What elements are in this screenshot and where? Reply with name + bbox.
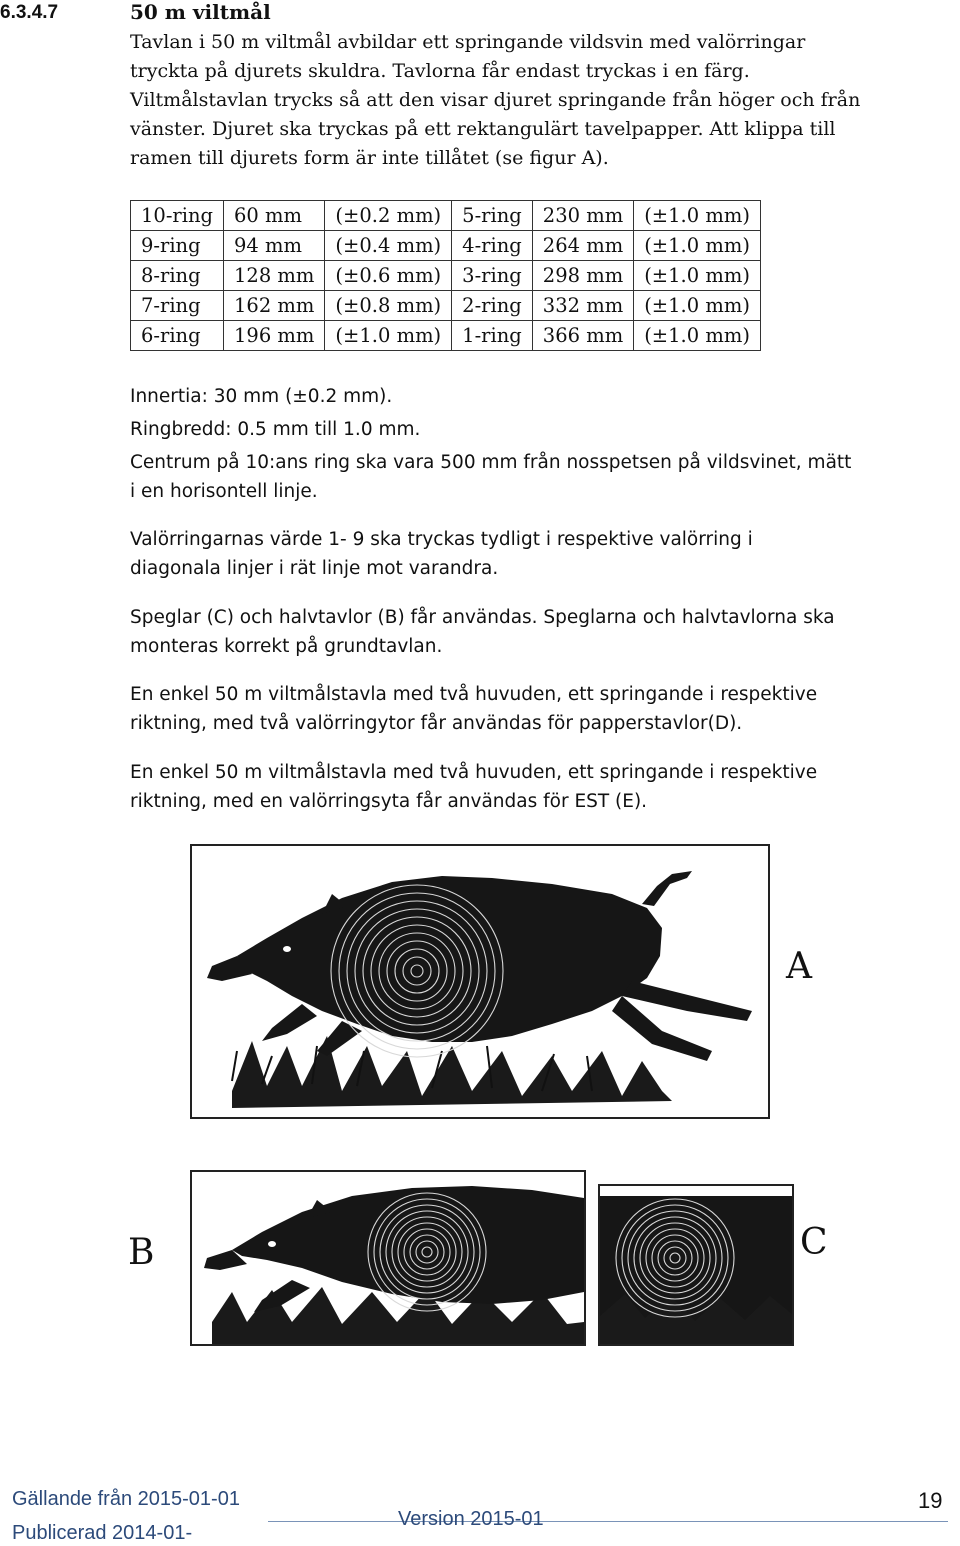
footer-valid-from: Gällande från 2015-01-01: [12, 1488, 240, 1510]
intro-line: vänster. Djuret ska tryckas på ett rektangulärt tavelpapper. Att klippa till: [130, 118, 836, 140]
table-cell: (±0.6 mm): [325, 261, 452, 291]
table-cell: (±0.8 mm): [325, 291, 452, 321]
table-cell: 7-ring: [131, 291, 224, 321]
table-row: [131, 261, 761, 291]
centrum-spec: [130, 448, 950, 506]
table-cell: (±1.0 mm): [634, 321, 761, 351]
figure-a-label: A: [786, 946, 812, 987]
wild-boar-icon: [192, 846, 768, 1117]
table-cell: 9-ring: [131, 231, 224, 261]
table-cell: 3-ring: [452, 261, 533, 291]
table-cell: 2-ring: [452, 291, 533, 321]
figure-c-label: C: [800, 1222, 828, 1263]
text-line: i en horisontell linje.: [130, 481, 318, 502]
speglar-paragraph: [130, 603, 950, 661]
intro-line: ramen till djurets form är inte tillåtet (se figur A).: [130, 147, 609, 169]
text-line: Valörringarnas värde 1- 9 ska tryckas tydligt i respektive valörring i: [130, 529, 753, 550]
ring-dimensions-table: [130, 200, 761, 351]
footer-published: Publicerad 2014-01-: [12, 1522, 193, 1544]
figure-b-label: B: [128, 1232, 155, 1273]
footer-version: Version 2015-01: [398, 1508, 544, 1530]
table-cell: 230 mm: [532, 201, 633, 231]
text-line: riktning, med två valörringytor får användas för papperstavlor(D).: [130, 713, 743, 734]
text-line: monteras korrekt på grundtavlan.: [130, 636, 443, 657]
table-cell: 264 mm: [532, 231, 633, 261]
wild-boar-icon: [192, 1172, 584, 1344]
table-cell: (±1.0 mm): [634, 261, 761, 291]
innertia-spec: Innertia: 30 mm (±0.2 mm).: [130, 386, 393, 407]
table-cell: 8-ring: [131, 261, 224, 291]
table-cell: 5-ring: [452, 201, 533, 231]
text-line: diagonala linjer i rät linje mot varandra.: [130, 558, 499, 579]
section-number: 6.3.4.7: [0, 2, 59, 23]
table-cell: 196 mm: [224, 321, 325, 351]
text-line: riktning, med en valörringsyta får användas för EST (E).: [130, 791, 648, 812]
text-line: Speglar (C) och halvtavlor (B) får användas. Speglarna och halvtavlorna ska: [130, 607, 835, 628]
intro-line: Tavlan i 50 m viltmål avbildar ett springande vildsvin med valörringar: [130, 31, 806, 53]
table-cell: (±0.4 mm): [325, 231, 452, 261]
table-cell: 366 mm: [532, 321, 633, 351]
intro-paragraph: [130, 28, 930, 173]
table-cell: (±1.0 mm): [634, 231, 761, 261]
figure-a-target: [190, 844, 770, 1119]
text-line: En enkel 50 m viltmålstavla med två huvuden, ett springande i respektive: [130, 684, 818, 705]
table-cell: 128 mm: [224, 261, 325, 291]
table-row: [131, 321, 761, 351]
text-line: Centrum på 10:ans ring ska vara 500 mm från nosspetsen på vildsvinet, mätt: [130, 452, 852, 473]
table-cell: (±1.0 mm): [634, 201, 761, 231]
wild-boar-icon: [600, 1186, 792, 1344]
page-number: 19: [918, 1488, 943, 1513]
table-cell: (±1.0 mm): [325, 321, 452, 351]
table-cell: 10-ring: [131, 201, 224, 231]
footer-divider: [268, 1521, 948, 1522]
ringbredd-spec: Ringbredd: 0.5 mm till 1.0 mm.: [130, 419, 421, 440]
table-cell: 60 mm: [224, 201, 325, 231]
figure-b-half-target: [190, 1170, 586, 1346]
table-cell: (±0.2 mm): [325, 201, 452, 231]
table-cell: 332 mm: [532, 291, 633, 321]
table-cell: 1-ring: [452, 321, 533, 351]
enkel-d-paragraph: [130, 680, 950, 738]
enkel-e-paragraph: [130, 758, 950, 816]
section-title: 50 m viltmål: [130, 0, 271, 24]
table-cell: 4-ring: [452, 231, 533, 261]
table-row: [131, 291, 761, 321]
valor-paragraph: [130, 525, 950, 583]
table-row: [131, 201, 761, 231]
table-cell: 162 mm: [224, 291, 325, 321]
table-row: [131, 231, 761, 261]
text-line: En enkel 50 m viltmålstavla med två huvuden, ett springande i respektive: [130, 762, 818, 783]
intro-line: tryckta på djurets skuldra. Tavlorna får endast tryckas i en färg.: [130, 60, 750, 82]
table-cell: 298 mm: [532, 261, 633, 291]
table-cell: (±1.0 mm): [634, 291, 761, 321]
table-cell: 6-ring: [131, 321, 224, 351]
intro-line: Viltmålstavlan trycks så att den visar djuret springande från höger och från: [130, 89, 861, 111]
table-cell: 94 mm: [224, 231, 325, 261]
figure-c-mirror: [598, 1184, 794, 1346]
